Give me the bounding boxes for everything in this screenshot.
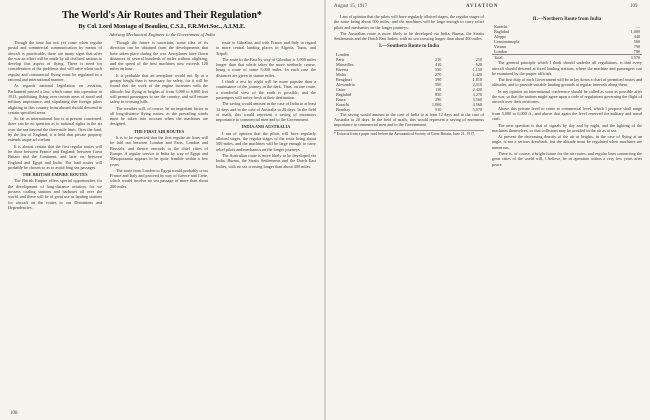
section-heading: THE FIRST AIR ROUTES: [133, 128, 185, 134]
paragraph: I am of opinion that the pilots will have regularly allotted stages, the regular stages of the route being about 500 miles, and the machines will be large enough to carry relief pilots and mechanics on the longer journeys.: [216, 130, 316, 152]
table-cell-miles: 390: [435, 76, 442, 82]
paragraph: So far as international law is at present concerned, there can be no question as to national rights in the air over the sea beyond the three-mile limit. Over the land, by the law of England, it is held that private property extends usque ad coelum.: [8, 116, 102, 143]
right-column-2: [492, 14, 642, 408]
table-cell-place: Total: [492, 55, 595, 61]
paragraph: The route from London to Egypt would probably cross France and Italy and proceed by way of Greece and Crete, which would involve no sea passage of more than about 200 miles.: [110, 167, 208, 189]
table-cell-total: 3,560: [472, 96, 482, 102]
route-table-title: I.—Southern Route to India: [378, 44, 439, 50]
table-cell-total: 1,420: [472, 71, 482, 77]
page-number-right: 109: [630, 4, 638, 9]
paragraph: As regards national legislation on aviation, Parliament passed a law, which came into operation in 1913, prohibiting flying over certain areas of naval and military importance, and stipulating that foreign pilots alighting in this country from abroad should descend in certain specified areas.: [8, 83, 102, 115]
left-column-3: [216, 40, 316, 406]
table-cell-place: Vienna: [494, 44, 506, 50]
table-cell-miles: 780: [633, 49, 640, 55]
page-number-left: 108: [10, 411, 18, 416]
paragraph: The route to the East by way of Gibraltar is 3,900 miles longer than that which takes the more northerly course, being a route of some 5,000 miles. In each case the distances are given in statute miles.: [216, 56, 316, 78]
left-column-2: [110, 40, 208, 406]
footnote: * Extracts from a paper read before the Aeronautical Society of Great Britain, June 21, 1917.: [334, 130, 484, 137]
table-cell-total: 2,310: [472, 81, 482, 87]
table-cell-place: Cairo: [336, 86, 346, 92]
paragraph: The weather will, of course, be an important factor in all long-distance flying routes, as the prevailing winds must be taken into account when the machines are designed.: [110, 105, 208, 127]
table-cell-miles: 560: [633, 39, 640, 45]
table-cell-miles: 410: [435, 61, 442, 67]
table-cell-total: 210: [475, 56, 482, 62]
table-cell-place: Constantinople: [494, 39, 520, 45]
left-page: [0, 0, 324, 420]
table-cell-miles: 3,570: [595, 55, 642, 61]
left-column-1: [8, 40, 102, 406]
table-cell-miles: 790: [633, 44, 640, 50]
table-cell-place: Basra: [336, 96, 346, 102]
table-cell-miles: 1,000: [630, 29, 640, 35]
northern-table-title: II.—Northern Route from India: [532, 17, 602, 22]
paragraph: The Australian route is more likely to be developed via India, Burma, the Straits Settlements and the Dutch East Indies, with no sea crossing longer than about 400 miles.: [334, 30, 484, 42]
table-cell-total: 1,150: [472, 66, 482, 72]
table-cell-place: Benghazi: [336, 76, 352, 82]
table-cell-place: Karachi: [494, 24, 508, 30]
right-page: [326, 0, 650, 420]
section-heading: THE BRITISH EMPIRE ROUTES: [22, 172, 88, 178]
paragraph: At present the decreasing density of the air at heights, in the case of flying at an angle, is not a serious drawback, but the altitude must be regulated when machines are numerous.: [492, 134, 642, 150]
table-cell-miles: —: [635, 24, 640, 30]
paragraph: It is to be expected that the first regular air lines will be laid out between London and Paris, London and Brussels, and thence onwards to the chief cities of Europe. A regular service to India by way of Egypt and Mesopotamia appears to be quite feasible within a few years.: [110, 135, 208, 167]
table-cell-miles: 270: [435, 71, 442, 77]
table-cell-miles: 290: [435, 96, 442, 102]
table-cell-miles: 110: [435, 86, 442, 92]
paragraph: The saving would amount in the case of India to at least 12 days and in the case of Australia to 20 days. In the field of mails, this would represent a saving of enormous importance to commercial men and to the Government.: [334, 111, 484, 128]
article-title: The World's Air Routes and Their Regulation*: [62, 10, 262, 21]
table-cell-place: Bombay: [336, 106, 351, 112]
paragraph: In my opinion an international conference should be called as soon as possible after the war, so that the nations might agree upon a code of regulations governing the flight of aircraft over their territories.: [492, 88, 642, 105]
right-column-1: [334, 14, 484, 408]
table-cell-place: Baghdad: [336, 91, 351, 97]
article-subline: Advising Mechanical Engineer to the Government of India: [109, 32, 215, 37]
paragraph: There is, of course, a bright future for the air routes, and regular lines connecting the great cities of the world will, I believe, be in operation within a very few years after peace.: [492, 151, 642, 167]
paragraph: The general principle which I think should underlie all regulations, is that every aircraft should descend at fixed landing stations, where the machine and passengers can be examined by the proper officials.: [492, 60, 642, 76]
table-cell-total: 5,070: [472, 106, 482, 112]
northern-route-table: [492, 24, 642, 60]
paragraph: route to Gibraltar, and with France and Italy in regard to more central landing places in Algeria, Tunis, and Tripoli.: [216, 40, 316, 56]
article-byline: By Col. Lord Montagu of Beaulieu, C.S.I., F.R.Met.Soc., A.I.M.E.: [78, 24, 246, 30]
paragraph: Above this private level to come to commercial level, which I propose shall range from 3,000 to 6,000 ft., and above that again the level reserved for military and naval craft.: [492, 105, 642, 122]
table-cell-place: Marseilles: [336, 61, 354, 67]
paragraph: It is almost certain that the first regular routes will be those between France and England, between Great Britain and the Continent, and later on, between England and Egypt and India. The land routes will probably be chosen so as to avoid long sea passages.: [8, 143, 102, 170]
table-cell-place: London: [336, 51, 350, 57]
paragraph: It is probable that an aeroplane would not fly at a greater height than is necessary for safety, for it will be found that the work of the engine increases with the altitude; but flying at heights of from 3,000 to 6,000 feet will permit passengers to see the country, and will ensure safety in crossing hills.: [110, 72, 208, 105]
paragraph: Though the time has not yet come when regular postal and commercial communication by means of aircraft is practicable, there are many signs that after the war an effort will be made by all civilized nations to develop this aspect of flying. There is need for consideration of the problems that will arise when such regular and commercial flying must be regulated in a rational and international manner.: [8, 40, 102, 83]
southern-route-table: [334, 52, 484, 112]
paragraph: The saving would amount in the case of India to at least 12 days and in the case of Australia to 20 days. In the field of mails, this would represent a saving of enormous importance to commercial men and to the Government.: [216, 101, 316, 123]
table-cell-total: 1,810: [472, 76, 482, 82]
header-magazine: AVIATION: [466, 4, 499, 9]
paragraph: Though the future is uncertain, some idea of its direction can be obtained from the developments that have taken place during the war. Aeroplanes have flown distances of several hundreds of miles without alighting, and the speed of the best machines now exceeds 120 miles an hour.: [110, 40, 208, 72]
paragraph: The Australian route is more likely to be developed via India, Burma, the Straits Settlements and the Dutch East Indies, with no sea crossing longer than about 400 miles.: [216, 152, 316, 169]
table-cell-miles: 500: [435, 81, 442, 87]
table-cell-total: 4,560: [472, 101, 482, 107]
table-cell-miles: 1,000: [431, 101, 442, 107]
table-cell-total: 2,420: [472, 86, 482, 92]
paragraph: The next question is that of signals by day and by night, and the lighting of the machines themselves, so that collisions may be avoided in the air as at sea.: [492, 122, 642, 133]
table-cell-place: Alexandria: [336, 81, 355, 87]
paragraph: I think a rest by night will be more popular than a continuance of the journey in the dark. Thus, on one route, a wonderful view of the earth is possible, and the passengers will arrive fresh at their destination.: [216, 79, 316, 100]
table-cell-place: Karachi: [336, 101, 350, 107]
table-cell-place: Malta: [336, 71, 346, 77]
table-cell-miles: 850: [435, 91, 442, 97]
section-heading: INDIA AND AUSTRALIA: [241, 124, 291, 130]
table-cell-miles: 530: [435, 66, 442, 72]
table-cell-total: 3,270: [472, 91, 482, 97]
table-cell-miles: 210: [435, 56, 442, 62]
table-cell-miles: 510: [435, 106, 442, 112]
table-cell-place: Baghdad: [494, 29, 509, 35]
table-cell-place: Bizerta: [336, 66, 349, 72]
table-cell-place: London: [494, 49, 508, 55]
paragraph: The British Empire offers special opportunities for the development of long-distance aviation, for we possess coaling stations and harbours all over the world, and these will be of great use as landing stations for aircraft on the routes to our Dominions and Dependencies.: [8, 178, 102, 210]
paragraph: The first duty of each Government will be to lay down a chart of permitted routes and altitudes, and to provide suitable landing grounds at regular intervals along them.: [492, 77, 642, 88]
table-cell-miles: 440: [633, 34, 640, 40]
paragraph: I am of opinion that the pilots will have regularly allotted stages, the regular stages of the route being about 500 miles, and the machines will be large enough to carry relief pilots and mechanics on the longer journeys.: [334, 14, 484, 30]
header-date: August 15, 1917: [334, 4, 368, 9]
table-cell-place: Paris: [336, 56, 345, 62]
table-cell-place: Aleppo: [494, 34, 507, 40]
table-cell-total: 620: [475, 61, 482, 67]
